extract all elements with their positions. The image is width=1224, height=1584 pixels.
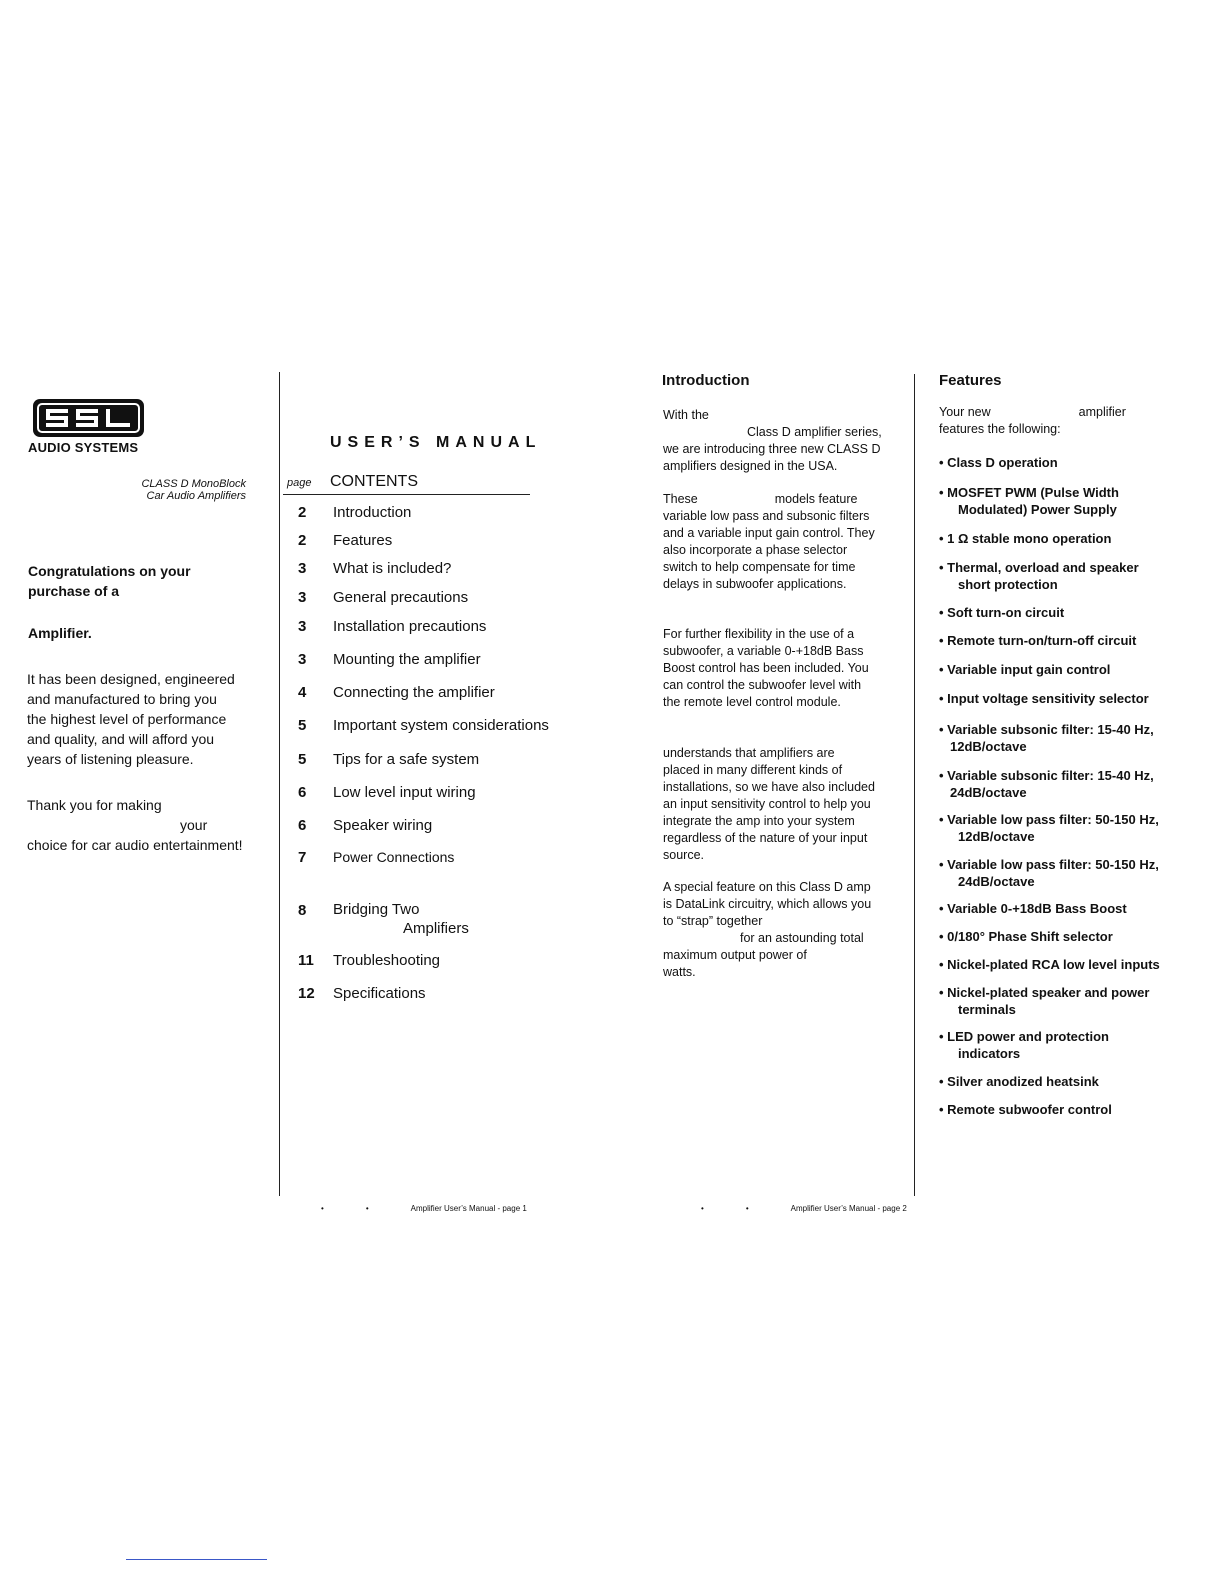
toc-page-number: 8 bbox=[298, 902, 307, 919]
intro-paragraph: understands that amplifiers are placed in many different kinds of installations, so we have also included an input sensitivity control to help you integrate the amp into your system regardless of the nature of your input source. bbox=[663, 746, 875, 862]
brand-name: AUDIO SYSTEMS bbox=[28, 440, 139, 455]
feature-item: • Remote turn-on/turn-off circuit bbox=[939, 633, 1137, 648]
intro-paragraph: A special feature on this Class D amp is DataLink circuitry, which allows you to “strap” together for an astounding total maximum output power of watts. bbox=[663, 880, 872, 979]
toc-page-number: 2 bbox=[298, 504, 307, 521]
feature-item: • Nickel-plated RCA low level inputs bbox=[939, 957, 1160, 972]
intro-paragraph: These models feature variable low pass and subsonic filters and a variable input gain control. They also incorporate a phase selector switch to help compensate for time delays in subwoofer applications. bbox=[663, 492, 875, 591]
link-underline[interactable] bbox=[126, 1559, 267, 1560]
toc-page-number: 3 bbox=[298, 618, 307, 635]
feature-item: • Variable subsonic filter: 15-40 Hz, 12dB/octave bbox=[939, 722, 1154, 754]
product-subtitle: CLASS D MonoBlock Car Audio Amplifiers bbox=[141, 478, 246, 502]
toc-page-number: 4 bbox=[298, 684, 307, 701]
toc-entry[interactable]: What is included? bbox=[333, 560, 452, 577]
toc-entry[interactable]: Introduction bbox=[333, 504, 412, 521]
toc-entry[interactable]: Power Connections bbox=[333, 849, 455, 865]
toc-entry[interactable]: Important system considerations bbox=[333, 717, 549, 734]
toc-contents-label: CONTENTS bbox=[330, 473, 418, 490]
feature-item: • Input voltage sensitivity selector bbox=[939, 691, 1149, 706]
feature-item: • Variable low pass filter: 50-150 Hz, 12dB/octave bbox=[939, 812, 1159, 844]
toc-entry[interactable]: General precautions bbox=[333, 589, 469, 606]
feature-item: • Variable subsonic filter: 15-40 Hz, 24dB/octave bbox=[939, 768, 1154, 800]
footer-page-2: • • Amplifier User’s Manual - page 2 bbox=[701, 1204, 907, 1213]
toc-page-label: page bbox=[287, 477, 312, 489]
feature-item: • Silver anodized heatsink bbox=[939, 1074, 1099, 1089]
toc-page-number: 11 bbox=[298, 952, 314, 969]
toc-entry[interactable]: Bridging Two Amplifiers bbox=[333, 901, 469, 937]
toc-page-number: 6 bbox=[298, 817, 307, 834]
toc-entry[interactable]: Installation precautions bbox=[333, 618, 487, 635]
toc-page-number: 3 bbox=[298, 589, 307, 606]
toc-entry[interactable]: Connecting the amplifier bbox=[333, 684, 495, 701]
feature-item: • Variable low pass filter: 50-150 Hz, 24dB/octave bbox=[939, 857, 1159, 889]
designed-paragraph: It has been designed, engineered and manufactured to bring you the highest level of performance and quality, and will afford you years of listening pleasure. bbox=[27, 671, 235, 767]
toc-page-number: 7 bbox=[298, 849, 307, 866]
toc-entry[interactable]: Specifications bbox=[333, 985, 426, 1002]
feature-item: • 1 Ω stable mono operation bbox=[939, 531, 1112, 546]
footer-page-1: • • Amplifier User’s Manual - page 1 bbox=[321, 1204, 527, 1213]
toc-entry[interactable]: Mounting the amplifier bbox=[333, 651, 481, 668]
ssl-logo bbox=[32, 398, 145, 438]
feature-item: • MOSFET PWM (Pulse Width Modulated) Power Supply bbox=[939, 485, 1119, 517]
thanks-paragraph: Thank you for making your choice for car audio entertainment! bbox=[27, 797, 243, 853]
toc-entry[interactable]: Low level input wiring bbox=[333, 784, 476, 801]
introduction-heading: Introduction bbox=[662, 372, 750, 389]
divider-left bbox=[279, 372, 280, 1196]
toc-page-number: 5 bbox=[298, 717, 307, 734]
toc-page-number: 3 bbox=[298, 560, 307, 577]
toc-page-number: 3 bbox=[298, 651, 307, 668]
feature-item: • Variable 0-+18dB Bass Boost bbox=[939, 901, 1127, 916]
intro-paragraph: For further flexibility in the use of a subwoofer, a variable 0-+18dB Bass Boost control has been included. You can control the subwoofer level with the remote level control module. bbox=[663, 627, 869, 709]
features-heading: Features bbox=[939, 372, 1002, 389]
toc-entry[interactable]: Tips for a safe system bbox=[333, 751, 480, 768]
feature-item: • LED power and protection indicators bbox=[939, 1029, 1109, 1061]
feature-item: • Variable input gain control bbox=[939, 662, 1111, 677]
feature-item: • Remote subwoofer control bbox=[939, 1102, 1112, 1117]
toc-entry[interactable]: Speaker wiring bbox=[333, 817, 433, 834]
toc-entry[interactable]: Troubleshooting bbox=[333, 952, 441, 969]
toc-rule bbox=[283, 494, 530, 495]
manual-title: USER’S MANUAL bbox=[330, 434, 542, 451]
toc-page-number: 12 bbox=[298, 985, 315, 1002]
toc-page-number: 6 bbox=[298, 784, 307, 801]
feature-item: • Class D operation bbox=[939, 455, 1058, 470]
toc-page-number: 5 bbox=[298, 751, 307, 768]
feature-item: • 0/180° Phase Shift selector bbox=[939, 929, 1113, 944]
intro-paragraph: With the Class D amplifier series, we are introducing three new CLASS D amplifiers designed in the USA. bbox=[663, 408, 882, 473]
toc-page-number: 2 bbox=[298, 532, 307, 549]
divider-right bbox=[914, 374, 915, 1196]
toc-entry[interactable]: Features bbox=[333, 532, 393, 549]
feature-item: • Thermal, overload and speaker short protection bbox=[939, 560, 1139, 592]
features-intro: Your new amplifier features the following: bbox=[939, 405, 1126, 436]
feature-item: • Soft turn-on circuit bbox=[939, 605, 1065, 620]
feature-item: • Nickel-plated speaker and power terminals bbox=[939, 985, 1150, 1017]
congrats-text: Congratulations on your purchase of a Amplifier. bbox=[28, 563, 191, 641]
